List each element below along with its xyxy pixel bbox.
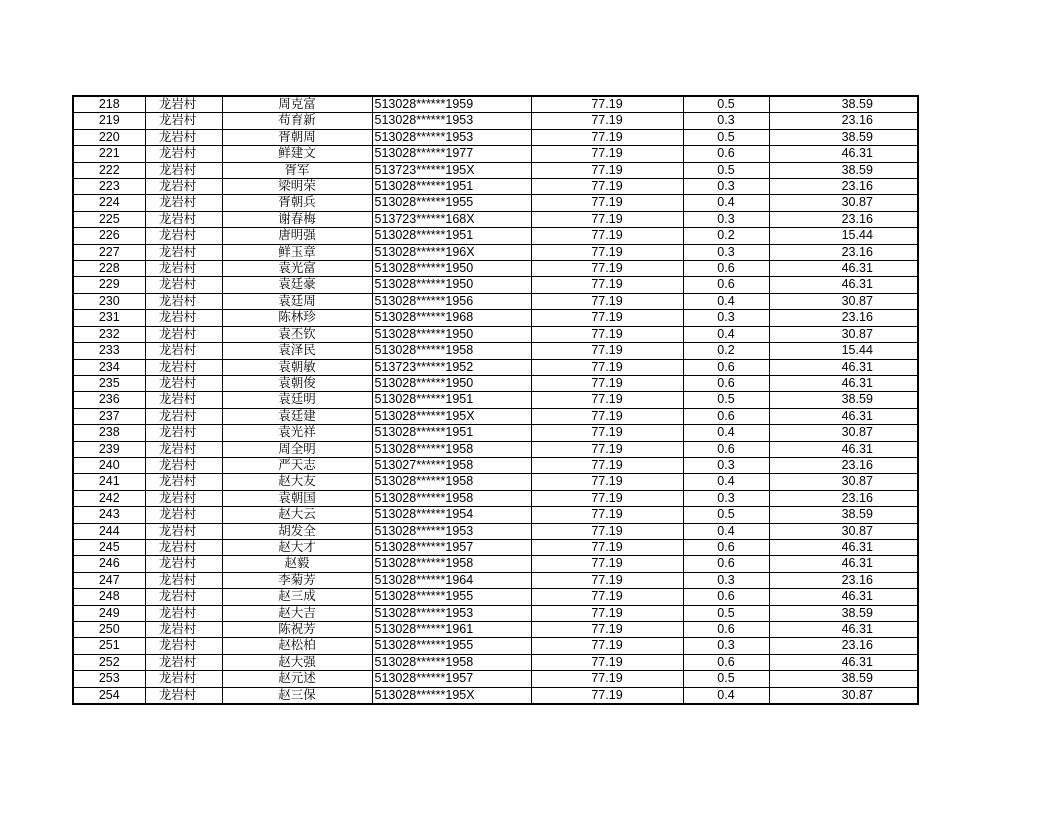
value-cell-3: 30.87 — [769, 293, 918, 309]
row-number-cell: 230 — [73, 293, 145, 309]
value-cell-1: 77.19 — [531, 211, 683, 227]
id-number-cell: 513028******1951 — [372, 425, 531, 441]
table-row — [73, 671, 918, 687]
id-number-cell: 513028******1958 — [372, 654, 531, 670]
value-cell-1: 77.19 — [531, 261, 683, 277]
value-cell-2: 0.3 — [683, 490, 769, 506]
village-cell: 龙岩村 — [145, 589, 222, 605]
value-cell-2: 0.6 — [683, 146, 769, 162]
value-cell-1: 77.19 — [531, 687, 683, 704]
name-cell: 鲜建文 — [222, 146, 372, 162]
row-number-cell: 235 — [73, 375, 145, 391]
value-cell-2: 0.6 — [683, 539, 769, 555]
value-cell-1: 77.19 — [531, 375, 683, 391]
data-table — [72, 95, 919, 705]
value-cell-3: 30.87 — [769, 425, 918, 441]
name-cell: 苟育新 — [222, 113, 372, 129]
value-cell-3: 23.16 — [769, 244, 918, 260]
value-cell-3: 46.31 — [769, 375, 918, 391]
value-cell-2: 0.4 — [683, 425, 769, 441]
row-number-cell: 228 — [73, 261, 145, 277]
value-cell-1: 77.19 — [531, 326, 683, 342]
value-cell-1: 77.19 — [531, 507, 683, 523]
table-row — [73, 654, 918, 670]
table-row — [73, 113, 918, 129]
id-number-cell: 513028******1953 — [372, 129, 531, 145]
row-number-cell: 231 — [73, 310, 145, 326]
id-number-cell: 513028******1950 — [372, 277, 531, 293]
table-row — [73, 375, 918, 391]
table-row — [73, 425, 918, 441]
table-row — [73, 162, 918, 178]
table-row — [73, 556, 918, 572]
id-number-cell: 513028******1956 — [372, 293, 531, 309]
table-row — [73, 293, 918, 309]
id-number-cell: 513028******1959 — [372, 96, 531, 113]
value-cell-3: 46.31 — [769, 408, 918, 424]
value-cell-3: 38.59 — [769, 129, 918, 145]
village-cell: 龙岩村 — [145, 179, 222, 195]
row-number-cell: 236 — [73, 392, 145, 408]
value-cell-3: 15.44 — [769, 343, 918, 359]
table-row — [73, 228, 918, 244]
value-cell-1: 77.19 — [531, 425, 683, 441]
value-cell-2: 0.3 — [683, 244, 769, 260]
name-cell: 谢春梅 — [222, 211, 372, 227]
name-cell: 李菊芳 — [222, 572, 372, 588]
value-cell-3: 46.31 — [769, 261, 918, 277]
village-cell: 龙岩村 — [145, 343, 222, 359]
value-cell-2: 0.6 — [683, 556, 769, 572]
value-cell-1: 77.19 — [531, 671, 683, 687]
name-cell: 赵大吉 — [222, 605, 372, 621]
village-cell: 龙岩村 — [145, 539, 222, 555]
village-cell: 龙岩村 — [145, 556, 222, 572]
id-number-cell: 513028******1958 — [372, 474, 531, 490]
village-cell: 龙岩村 — [145, 326, 222, 342]
table-row — [73, 96, 918, 113]
id-number-cell: 513028******1955 — [372, 589, 531, 605]
village-cell: 龙岩村 — [145, 605, 222, 621]
value-cell-3: 38.59 — [769, 671, 918, 687]
value-cell-3: 46.31 — [769, 277, 918, 293]
village-cell: 龙岩村 — [145, 359, 222, 375]
table-row — [73, 687, 918, 704]
value-cell-3: 46.31 — [769, 539, 918, 555]
value-cell-3: 38.59 — [769, 162, 918, 178]
name-cell: 袁丕钦 — [222, 326, 372, 342]
value-cell-1: 77.19 — [531, 523, 683, 539]
value-cell-3: 46.31 — [769, 359, 918, 375]
name-cell: 袁光富 — [222, 261, 372, 277]
name-cell: 周全明 — [222, 441, 372, 457]
value-cell-2: 0.5 — [683, 162, 769, 178]
spreadsheet-page — [72, 95, 917, 705]
village-cell: 龙岩村 — [145, 671, 222, 687]
id-number-cell: 513028******1955 — [372, 195, 531, 211]
row-number-cell: 232 — [73, 326, 145, 342]
value-cell-3: 23.16 — [769, 457, 918, 473]
value-cell-2: 0.5 — [683, 671, 769, 687]
value-cell-3: 46.31 — [769, 622, 918, 638]
value-cell-1: 77.19 — [531, 654, 683, 670]
table-row — [73, 244, 918, 260]
value-cell-2: 0.5 — [683, 507, 769, 523]
value-cell-2: 0.6 — [683, 408, 769, 424]
id-number-cell: 513028******1950 — [372, 326, 531, 342]
value-cell-1: 77.19 — [531, 589, 683, 605]
table-row — [73, 179, 918, 195]
table-row — [73, 261, 918, 277]
value-cell-2: 0.4 — [683, 474, 769, 490]
village-cell: 龙岩村 — [145, 474, 222, 490]
row-number-cell: 222 — [73, 162, 145, 178]
table-row — [73, 441, 918, 457]
id-number-cell: 513028******1953 — [372, 605, 531, 621]
name-cell: 胥朝周 — [222, 129, 372, 145]
name-cell: 袁朝敏 — [222, 359, 372, 375]
row-number-cell: 223 — [73, 179, 145, 195]
name-cell: 袁廷豪 — [222, 277, 372, 293]
value-cell-2: 0.5 — [683, 605, 769, 621]
row-number-cell: 218 — [73, 96, 145, 113]
value-cell-3: 46.31 — [769, 441, 918, 457]
value-cell-1: 77.19 — [531, 113, 683, 129]
value-cell-1: 77.19 — [531, 343, 683, 359]
id-number-cell: 513028******1958 — [372, 343, 531, 359]
row-number-cell: 237 — [73, 408, 145, 424]
row-number-cell: 245 — [73, 539, 145, 555]
value-cell-2: 0.5 — [683, 129, 769, 145]
village-cell: 龙岩村 — [145, 622, 222, 638]
id-number-cell: 513028******1968 — [372, 310, 531, 326]
value-cell-3: 23.16 — [769, 211, 918, 227]
name-cell: 鲜玉章 — [222, 244, 372, 260]
village-cell: 龙岩村 — [145, 375, 222, 391]
table-row — [73, 211, 918, 227]
value-cell-3: 30.87 — [769, 474, 918, 490]
value-cell-1: 77.19 — [531, 244, 683, 260]
village-cell: 龙岩村 — [145, 687, 222, 704]
value-cell-3: 38.59 — [769, 507, 918, 523]
table-row — [73, 523, 918, 539]
value-cell-3: 30.87 — [769, 326, 918, 342]
name-cell: 胥军 — [222, 162, 372, 178]
value-cell-2: 0.3 — [683, 211, 769, 227]
value-cell-2: 0.3 — [683, 179, 769, 195]
id-number-cell: 513028******1955 — [372, 638, 531, 654]
table-body — [73, 96, 918, 704]
value-cell-3: 38.59 — [769, 392, 918, 408]
table-row — [73, 474, 918, 490]
row-number-cell: 252 — [73, 654, 145, 670]
village-cell: 龙岩村 — [145, 129, 222, 145]
name-cell: 梁明荣 — [222, 179, 372, 195]
name-cell: 袁廷建 — [222, 408, 372, 424]
row-number-cell: 226 — [73, 228, 145, 244]
name-cell: 胥朝兵 — [222, 195, 372, 211]
value-cell-1: 77.19 — [531, 408, 683, 424]
village-cell: 龙岩村 — [145, 392, 222, 408]
row-number-cell: 243 — [73, 507, 145, 523]
row-number-cell: 239 — [73, 441, 145, 457]
value-cell-1: 77.19 — [531, 162, 683, 178]
value-cell-1: 77.19 — [531, 474, 683, 490]
table-row — [73, 359, 918, 375]
table-row — [73, 129, 918, 145]
value-cell-2: 0.6 — [683, 622, 769, 638]
table-row — [73, 408, 918, 424]
row-number-cell: 250 — [73, 622, 145, 638]
id-number-cell: 513723******195X — [372, 162, 531, 178]
row-number-cell: 224 — [73, 195, 145, 211]
value-cell-1: 77.19 — [531, 539, 683, 555]
table-row — [73, 589, 918, 605]
table-row — [73, 343, 918, 359]
id-number-cell: 513028******1957 — [372, 539, 531, 555]
name-cell: 袁朝国 — [222, 490, 372, 506]
id-number-cell: 513028******195X — [372, 408, 531, 424]
value-cell-1: 77.19 — [531, 605, 683, 621]
row-number-cell: 248 — [73, 589, 145, 605]
value-cell-3: 38.59 — [769, 96, 918, 113]
value-cell-1: 77.19 — [531, 572, 683, 588]
id-number-cell: 513028******196X — [372, 244, 531, 260]
value-cell-1: 77.19 — [531, 622, 683, 638]
village-cell: 龙岩村 — [145, 408, 222, 424]
village-cell: 龙岩村 — [145, 638, 222, 654]
value-cell-3: 23.16 — [769, 310, 918, 326]
value-cell-2: 0.3 — [683, 572, 769, 588]
name-cell: 严天志 — [222, 457, 372, 473]
table-row — [73, 392, 918, 408]
table-row — [73, 605, 918, 621]
name-cell: 陈祝芳 — [222, 622, 372, 638]
id-number-cell: 513028******1951 — [372, 179, 531, 195]
id-number-cell: 513028******1951 — [372, 392, 531, 408]
id-number-cell: 513028******1977 — [372, 146, 531, 162]
row-number-cell: 229 — [73, 277, 145, 293]
value-cell-1: 77.19 — [531, 96, 683, 113]
village-cell: 龙岩村 — [145, 507, 222, 523]
village-cell: 龙岩村 — [145, 211, 222, 227]
name-cell: 周克富 — [222, 96, 372, 113]
name-cell: 袁廷明 — [222, 392, 372, 408]
row-number-cell: 244 — [73, 523, 145, 539]
table-row — [73, 146, 918, 162]
value-cell-1: 77.19 — [531, 556, 683, 572]
value-cell-2: 0.6 — [683, 359, 769, 375]
value-cell-1: 77.19 — [531, 310, 683, 326]
row-number-cell: 219 — [73, 113, 145, 129]
id-number-cell: 513723******1952 — [372, 359, 531, 375]
value-cell-2: 0.4 — [683, 687, 769, 704]
value-cell-2: 0.4 — [683, 326, 769, 342]
name-cell: 赵三保 — [222, 687, 372, 704]
value-cell-2: 0.6 — [683, 375, 769, 391]
village-cell: 龙岩村 — [145, 277, 222, 293]
id-number-cell: 513028******1953 — [372, 113, 531, 129]
row-number-cell: 247 — [73, 572, 145, 588]
value-cell-3: 23.16 — [769, 179, 918, 195]
village-cell: 龙岩村 — [145, 310, 222, 326]
value-cell-2: 0.2 — [683, 228, 769, 244]
id-number-cell: 513028******1950 — [372, 375, 531, 391]
value-cell-3: 30.87 — [769, 195, 918, 211]
village-cell: 龙岩村 — [145, 244, 222, 260]
id-number-cell: 513028******1961 — [372, 622, 531, 638]
table-row — [73, 490, 918, 506]
village-cell: 龙岩村 — [145, 146, 222, 162]
name-cell: 赵大强 — [222, 654, 372, 670]
value-cell-3: 23.16 — [769, 490, 918, 506]
id-number-cell: 513028******1958 — [372, 490, 531, 506]
table-row — [73, 539, 918, 555]
row-number-cell: 251 — [73, 638, 145, 654]
row-number-cell: 249 — [73, 605, 145, 621]
village-cell: 龙岩村 — [145, 572, 222, 588]
row-number-cell: 241 — [73, 474, 145, 490]
name-cell: 唐明强 — [222, 228, 372, 244]
value-cell-2: 0.6 — [683, 654, 769, 670]
value-cell-2: 0.4 — [683, 195, 769, 211]
value-cell-2: 0.6 — [683, 261, 769, 277]
name-cell: 赵松柏 — [222, 638, 372, 654]
row-number-cell: 253 — [73, 671, 145, 687]
value-cell-1: 77.19 — [531, 293, 683, 309]
value-cell-3: 46.31 — [769, 589, 918, 605]
id-number-cell: 513027******1958 — [372, 457, 531, 473]
name-cell: 赵三成 — [222, 589, 372, 605]
name-cell: 袁光祥 — [222, 425, 372, 441]
row-number-cell: 227 — [73, 244, 145, 260]
village-cell: 龙岩村 — [145, 425, 222, 441]
value-cell-1: 77.19 — [531, 146, 683, 162]
value-cell-2: 0.3 — [683, 310, 769, 326]
village-cell: 龙岩村 — [145, 162, 222, 178]
row-number-cell: 220 — [73, 129, 145, 145]
id-number-cell: 513028******1957 — [372, 671, 531, 687]
row-number-cell: 242 — [73, 490, 145, 506]
value-cell-2: 0.3 — [683, 113, 769, 129]
value-cell-1: 77.19 — [531, 392, 683, 408]
village-cell: 龙岩村 — [145, 195, 222, 211]
row-number-cell: 240 — [73, 457, 145, 473]
value-cell-1: 77.19 — [531, 638, 683, 654]
id-number-cell: 513723******168X — [372, 211, 531, 227]
row-number-cell: 234 — [73, 359, 145, 375]
village-cell: 龙岩村 — [145, 654, 222, 670]
table-row — [73, 457, 918, 473]
name-cell: 赵大友 — [222, 474, 372, 490]
village-cell: 龙岩村 — [145, 228, 222, 244]
row-number-cell: 221 — [73, 146, 145, 162]
value-cell-3: 30.87 — [769, 523, 918, 539]
value-cell-1: 77.19 — [531, 490, 683, 506]
table-row — [73, 310, 918, 326]
row-number-cell: 238 — [73, 425, 145, 441]
row-number-cell: 246 — [73, 556, 145, 572]
value-cell-3: 38.59 — [769, 605, 918, 621]
id-number-cell: 513028******1953 — [372, 523, 531, 539]
value-cell-1: 77.19 — [531, 359, 683, 375]
value-cell-2: 0.5 — [683, 392, 769, 408]
id-number-cell: 513028******1964 — [372, 572, 531, 588]
table-row — [73, 622, 918, 638]
village-cell: 龙岩村 — [145, 261, 222, 277]
id-number-cell: 513028******1958 — [372, 556, 531, 572]
value-cell-3: 46.31 — [769, 556, 918, 572]
village-cell: 龙岩村 — [145, 293, 222, 309]
village-cell: 龙岩村 — [145, 113, 222, 129]
value-cell-3: 30.87 — [769, 687, 918, 704]
id-number-cell: 513028******195X — [372, 687, 531, 704]
table-row — [73, 326, 918, 342]
value-cell-1: 77.19 — [531, 129, 683, 145]
village-cell: 龙岩村 — [145, 490, 222, 506]
village-cell: 龙岩村 — [145, 523, 222, 539]
table-row — [73, 638, 918, 654]
name-cell: 袁廷周 — [222, 293, 372, 309]
value-cell-2: 0.6 — [683, 277, 769, 293]
name-cell: 赵大才 — [222, 539, 372, 555]
village-cell: 龙岩村 — [145, 96, 222, 113]
value-cell-1: 77.19 — [531, 441, 683, 457]
value-cell-2: 0.3 — [683, 638, 769, 654]
value-cell-2: 0.4 — [683, 523, 769, 539]
value-cell-2: 0.4 — [683, 293, 769, 309]
village-cell: 龙岩村 — [145, 457, 222, 473]
value-cell-1: 77.19 — [531, 195, 683, 211]
name-cell: 赵毅 — [222, 556, 372, 572]
table-row — [73, 572, 918, 588]
value-cell-1: 77.19 — [531, 277, 683, 293]
id-number-cell: 513028******1958 — [372, 441, 531, 457]
value-cell-3: 15.44 — [769, 228, 918, 244]
value-cell-3: 46.31 — [769, 654, 918, 670]
value-cell-2: 0.2 — [683, 343, 769, 359]
value-cell-1: 77.19 — [531, 228, 683, 244]
value-cell-3: 23.16 — [769, 572, 918, 588]
id-number-cell: 513028******1951 — [372, 228, 531, 244]
name-cell: 赵元述 — [222, 671, 372, 687]
table-row — [73, 277, 918, 293]
name-cell: 赵大云 — [222, 507, 372, 523]
value-cell-2: 0.6 — [683, 441, 769, 457]
value-cell-2: 0.5 — [683, 96, 769, 113]
row-number-cell: 233 — [73, 343, 145, 359]
table-row — [73, 507, 918, 523]
name-cell: 陈林珍 — [222, 310, 372, 326]
value-cell-2: 0.3 — [683, 457, 769, 473]
value-cell-1: 77.19 — [531, 179, 683, 195]
row-number-cell: 225 — [73, 211, 145, 227]
name-cell: 袁朝俊 — [222, 375, 372, 391]
id-number-cell: 513028******1950 — [372, 261, 531, 277]
value-cell-3: 46.31 — [769, 146, 918, 162]
id-number-cell: 513028******1954 — [372, 507, 531, 523]
row-number-cell: 254 — [98, 687, 120, 702]
table-row — [73, 195, 918, 211]
value-cell-2: 0.6 — [683, 589, 769, 605]
value-cell-1: 77.19 — [531, 457, 683, 473]
name-cell: 胡发全 — [222, 523, 372, 539]
village-cell: 龙岩村 — [145, 441, 222, 457]
name-cell: 袁泽民 — [222, 343, 372, 359]
value-cell-3: 23.16 — [769, 113, 918, 129]
value-cell-3: 23.16 — [769, 638, 918, 654]
